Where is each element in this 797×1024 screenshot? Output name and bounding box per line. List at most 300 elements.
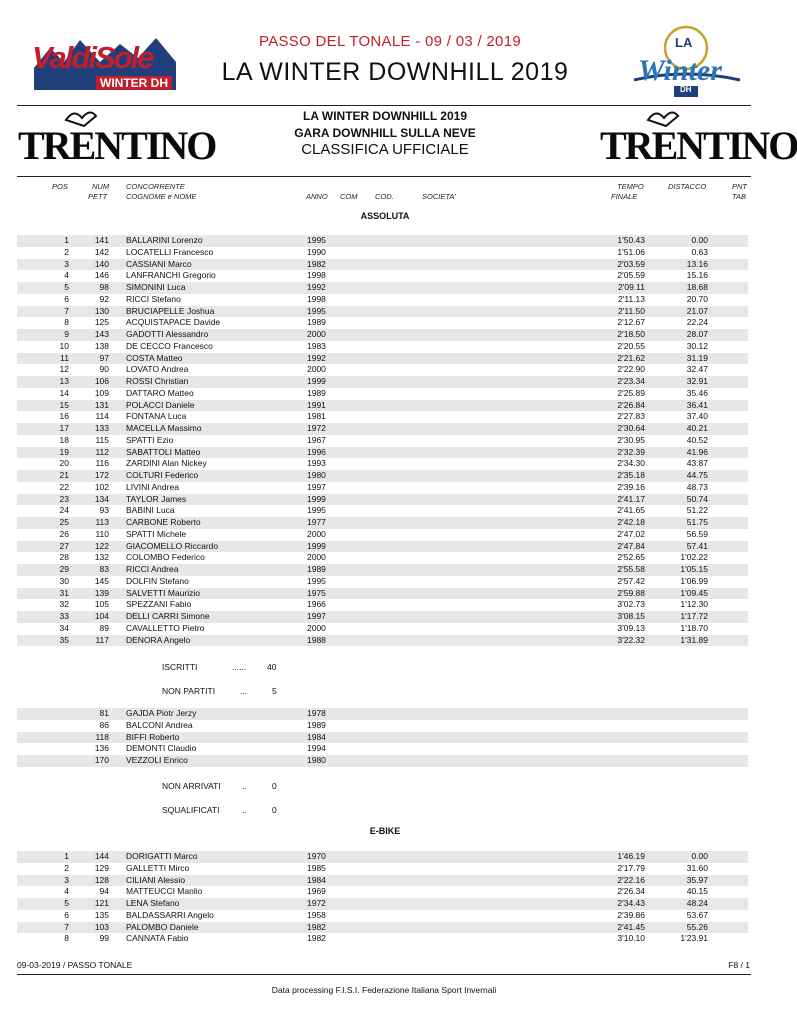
cell-name: LENA Stefano — [126, 898, 180, 908]
cell-distacco: 0.63 — [691, 246, 708, 257]
cell-time: 2'17.79 — [617, 862, 645, 873]
cell-num: 170 — [94, 755, 109, 765]
cell-distacco: 1'02.22 — [680, 552, 708, 563]
cell-distacco: 22.24 — [686, 317, 708, 328]
cell-pos: 4 — [64, 270, 69, 281]
cell-distacco: 43.87 — [686, 458, 708, 469]
results-ebike — [17, 851, 748, 945]
table-row — [17, 552, 748, 564]
cell-distacco: 51.75 — [686, 517, 708, 527]
cell-distacco: 1'12.30 — [680, 599, 708, 610]
cell-num: 131 — [94, 399, 109, 410]
cell-name: FONTANA Luca — [126, 411, 187, 422]
cell-num: 141 — [94, 235, 109, 245]
race-line3: CLASSIFICA UFFICIALE — [301, 141, 469, 158]
nonpartiti-value: 5 — [272, 686, 277, 696]
cell-time: 3'22.32 — [617, 634, 645, 645]
table-row — [17, 294, 748, 306]
cell-time: 2'26.84 — [617, 399, 645, 410]
cell-distacco: 18.68 — [686, 282, 708, 292]
cell-time: 2'22.90 — [617, 364, 645, 375]
list-non-partiti — [17, 708, 748, 767]
footer-divider — [17, 974, 751, 975]
logo-right-top: LA — [675, 35, 693, 50]
cell-pos: 35 — [59, 634, 69, 645]
col-finale: FINALE — [611, 192, 638, 201]
cell-num: 146 — [94, 270, 109, 281]
squalificati-value: 0 — [272, 805, 277, 815]
cell-name: DORIGATTI Marco — [126, 851, 198, 861]
table-row — [17, 388, 748, 400]
cell-name: BALDASSARRI Angelo — [126, 909, 214, 920]
cell-num: 90 — [99, 364, 109, 375]
cell-pos: 8 — [64, 933, 69, 944]
cell-distacco: 40.15 — [686, 886, 708, 897]
cell-name: DELLI CARRI Simone — [126, 611, 210, 621]
squalificati-label: SQUALIFICATI — [162, 805, 220, 815]
col-concorrente: CONCORRENTE — [126, 182, 185, 191]
cell-distacco: 20.70 — [686, 293, 708, 304]
cell-name: ROSSI Christian — [126, 376, 189, 386]
list-item — [17, 755, 748, 767]
cell-distacco: 57.41 — [686, 540, 708, 551]
table-row — [17, 863, 748, 875]
cell-anno: 1998 — [307, 270, 326, 281]
cell-anno: 2000 — [307, 552, 326, 563]
col-pett: PETT — [88, 192, 108, 201]
trentino-text-left: TRENTINO — [18, 123, 216, 168]
cell-pos: 9 — [64, 329, 69, 339]
table-row — [17, 400, 748, 412]
iscritti-value: 40 — [267, 662, 277, 672]
cell-anno: 2000 — [307, 329, 326, 339]
col-anno: ANNO — [306, 192, 328, 201]
cell-num: 117 — [95, 634, 109, 645]
cell-name: SALVETTI Maurizio — [126, 587, 201, 598]
cell-pos: 6 — [64, 293, 69, 304]
col-tab: TAB — [732, 192, 747, 201]
cell-anno: 1996 — [307, 446, 326, 457]
cell-anno: 1994 — [307, 743, 326, 754]
cell-pos: 8 — [64, 317, 69, 328]
cell-num: 97 — [99, 352, 109, 363]
cell-time: 2'11.50 — [618, 305, 645, 316]
cell-anno: 1999 — [307, 376, 326, 386]
cell-time: 2'39.16 — [617, 481, 645, 492]
cell-distacco: 32.91 — [686, 376, 708, 386]
cell-time: 3'10.10 — [617, 933, 645, 944]
cell-anno: 1975 — [307, 587, 326, 598]
cell-anno: 1989 — [307, 719, 326, 730]
cell-pos: 23 — [59, 493, 69, 504]
cell-pos: 7 — [64, 305, 69, 316]
cell-time: 2'57.42 — [617, 575, 645, 586]
cell-anno: 1992 — [307, 282, 326, 292]
cell-num: 135 — [94, 909, 109, 920]
table-row — [17, 353, 748, 365]
cell-num: 109 — [94, 387, 109, 398]
col-societa: SOCIETA' — [422, 192, 456, 201]
cell-pos: 2 — [64, 862, 69, 873]
cell-time: 2'18.50 — [617, 329, 645, 339]
cell-num: 125 — [94, 317, 109, 328]
cell-time: 2'30.64 — [617, 423, 645, 433]
cell-time: 2'47.02 — [617, 528, 645, 539]
table-row — [17, 247, 748, 259]
cell-pos: 33 — [59, 611, 69, 621]
cell-anno: 1984 — [307, 874, 326, 885]
cell-name: CANNATA Fabio — [126, 933, 189, 944]
cell-num: 105 — [94, 599, 109, 610]
cell-time: 2'34.43 — [617, 898, 645, 908]
cell-num: 94 — [99, 886, 109, 897]
cell-pos: 11 — [60, 352, 69, 363]
cell-distacco: 35.97 — [686, 874, 708, 885]
cell-name: DEMONTI Claudio — [126, 743, 197, 754]
cell-name: CILIANI Alessio — [126, 874, 186, 885]
cell-num: 138 — [94, 340, 109, 351]
race-line1: LA WINTER DOWNHILL 2019 — [302, 109, 467, 123]
cell-anno: 1988 — [307, 634, 326, 645]
cell-pos: 6 — [64, 909, 69, 920]
cell-time: 2'41.45 — [617, 921, 645, 932]
table-row — [17, 447, 748, 459]
table-row — [17, 329, 748, 341]
cell-anno: 1990 — [307, 246, 326, 257]
cell-name: COSTA Matteo — [126, 352, 183, 363]
cell-time: 2'41.65 — [617, 505, 645, 516]
cell-anno: 2000 — [307, 364, 326, 375]
cell-pos: 20 — [59, 458, 69, 469]
cell-num: 98 — [99, 282, 109, 292]
col-num: NUM — [92, 182, 110, 191]
cell-distacco: 40.21 — [686, 423, 708, 433]
cell-distacco: 28.07 — [686, 329, 708, 339]
cell-name: CARBONE Roberto — [126, 517, 201, 527]
cell-pos: 12 — [59, 364, 69, 375]
cell-num: 140 — [94, 258, 109, 269]
cell-distacco: 1'31.89 — [680, 634, 708, 645]
cell-num: 113 — [95, 517, 109, 527]
table-row — [17, 505, 748, 517]
list-item — [17, 743, 748, 755]
cell-pos: 3 — [64, 258, 69, 269]
cell-pos: 29 — [59, 564, 69, 574]
cell-name: LOVATO Andrea — [126, 364, 189, 375]
cell-distacco: 32.47 — [686, 364, 708, 375]
cell-name: CAVALLETTO Pietro — [126, 622, 205, 633]
cell-distacco: 1'05.15 — [680, 564, 708, 574]
cell-anno: 1982 — [307, 921, 326, 932]
cell-anno: 1992 — [307, 352, 326, 363]
table-row — [17, 886, 748, 898]
cell-time: 1'46.19 — [617, 851, 645, 861]
cell-num: 132 — [94, 552, 109, 563]
cell-distacco: 21.07 — [686, 305, 708, 316]
logo-left-sub: WINTER DH — [96, 76, 172, 90]
cell-name: CASSIANI Marco — [126, 258, 192, 269]
table-row — [17, 435, 748, 447]
cell-num: 99 — [99, 933, 109, 944]
iscritti-label: ISCRITTI — [162, 662, 198, 672]
table-row — [17, 423, 748, 435]
cell-pos: 5 — [64, 898, 69, 908]
cell-anno: 1989 — [307, 317, 326, 328]
cell-time: 3'09.13 — [617, 622, 645, 633]
table-row — [17, 851, 748, 863]
cell-name: SPATTI Ezio — [126, 434, 174, 445]
nonpartiti-dots: ... — [240, 686, 248, 696]
cell-name: BIFFI Roberto — [126, 731, 180, 742]
cell-pos: 4 — [64, 886, 69, 897]
trentino-logo-left — [18, 108, 216, 174]
cell-time: 2'22.16 — [617, 874, 645, 885]
cell-anno: 1981 — [307, 411, 326, 422]
cell-anno: 1995 — [307, 305, 326, 316]
cell-name: RICCI Stefano — [126, 293, 181, 304]
cell-name: DATTARO Matteo — [126, 387, 194, 398]
cell-anno: 1999 — [307, 540, 326, 551]
cell-pos: 18 — [59, 434, 69, 445]
cell-name: GAJDA Piotr Jerzy — [126, 708, 197, 718]
table-row — [17, 317, 748, 329]
cell-distacco: 44.75 — [686, 470, 708, 480]
cell-num: 104 — [94, 611, 109, 621]
cell-pos: 13 — [59, 376, 69, 386]
logo-right-text: Winter — [638, 54, 722, 87]
table-row — [17, 541, 748, 553]
cell-distacco: 0.00 — [691, 851, 708, 861]
squalificati-dots: .. — [242, 805, 247, 815]
cell-time: 2'25.89 — [617, 387, 645, 398]
table-row — [17, 235, 748, 247]
cell-pos: 1 — [64, 235, 69, 245]
cell-anno: 2000 — [307, 622, 326, 633]
cell-distacco: 1'06.99 — [680, 575, 708, 586]
table-row — [17, 458, 748, 470]
cell-time: 2'34.30 — [617, 458, 645, 469]
cell-anno: 1972 — [307, 423, 326, 433]
cell-num: 144 — [94, 851, 109, 861]
table-row — [17, 376, 748, 388]
cell-anno: 2000 — [307, 528, 326, 539]
cell-anno: 1982 — [307, 933, 326, 944]
table-row — [17, 529, 748, 541]
cell-name: BRUCIAPELLE Joshua — [126, 305, 215, 316]
cell-time: 2'47.84 — [617, 540, 645, 551]
cell-time: 2'42.18 — [617, 517, 645, 527]
cell-distacco: 53.67 — [686, 909, 708, 920]
cell-anno: 1997 — [307, 481, 326, 492]
cell-distacco: 48.73 — [686, 481, 708, 492]
cell-name: GALLETTI Mirco — [126, 862, 190, 873]
footer-left: 09-03-2019 / PASSO TONALE — [17, 960, 133, 970]
cell-name: COLTURI Federico — [126, 470, 199, 480]
cell-num: 115 — [95, 434, 109, 445]
cell-num: 122 — [94, 540, 109, 551]
cell-name: DENORA Angelo — [126, 634, 191, 645]
col-cognome-nome: COGNOME e NOME — [126, 192, 197, 201]
cell-distacco: 1'17.72 — [680, 611, 708, 621]
cell-distacco: 35.46 — [686, 387, 708, 398]
cell-time: 2'26.34 — [617, 886, 645, 897]
cell-pos: 34 — [59, 622, 69, 633]
table-row — [17, 494, 748, 506]
cell-anno: 1984 — [307, 731, 326, 742]
cell-num: 136 — [94, 743, 109, 754]
cell-pos: 17 — [59, 423, 69, 433]
cell-pos: 10 — [59, 340, 69, 351]
cell-time: 3'08.15 — [617, 611, 645, 621]
event-subtitle: PASSO DEL TONALE - 09 / 03 / 2019 — [259, 33, 521, 50]
cell-time: 2'41.17 — [617, 493, 645, 504]
cell-pos: 27 — [59, 540, 69, 551]
cell-name: MATTEUCCI Manlio — [126, 886, 203, 897]
cell-num: 102 — [94, 481, 109, 492]
cell-anno: 1989 — [307, 387, 326, 398]
cell-anno: 1980 — [307, 755, 326, 765]
cell-anno: 1958 — [307, 909, 326, 920]
cell-distacco: 13.16 — [686, 258, 708, 269]
cell-pos: 14 — [59, 387, 69, 398]
cell-time: 2'59.88 — [617, 587, 645, 598]
cell-name: TAYLOR James — [126, 493, 187, 504]
list-item — [17, 720, 748, 732]
cell-name: DOLFIN Stefano — [126, 575, 189, 586]
cell-num: 106 — [94, 376, 109, 386]
cell-pos: 31 — [59, 587, 69, 598]
table-row — [17, 933, 748, 945]
lawinter-logo — [628, 20, 746, 100]
trentino-logo-right — [600, 108, 797, 174]
cell-name: GIACOMELLO Riccardo — [126, 540, 219, 551]
cell-num: 81 — [99, 708, 109, 718]
section-assoluta: ASSOLUTA — [360, 211, 410, 221]
cell-num: 103 — [94, 921, 109, 932]
cell-name: PALOMBO Daniele — [126, 921, 199, 932]
cell-num: 118 — [95, 731, 109, 742]
cell-num: 86 — [99, 719, 109, 730]
table-row — [17, 875, 748, 887]
cell-time: 2'30.95 — [617, 434, 645, 445]
cell-anno: 1982 — [307, 258, 326, 269]
cell-distacco: 31.60 — [686, 862, 708, 873]
cell-num: 89 — [99, 622, 109, 633]
cell-distacco: 1'09.45 — [680, 587, 708, 598]
cell-anno: 1997 — [307, 611, 326, 621]
list-item — [17, 732, 748, 744]
cell-pos: 3 — [64, 874, 69, 885]
cell-name: BALLARINI Lorenzo — [126, 235, 203, 245]
cell-num: 116 — [95, 458, 109, 469]
table-row — [17, 470, 748, 482]
table-row — [17, 611, 748, 623]
cell-num: 83 — [99, 564, 109, 574]
cell-num: 121 — [94, 898, 109, 908]
cell-num: 93 — [99, 505, 109, 516]
cell-distacco: 50.74 — [686, 493, 708, 504]
cell-num: 172 — [94, 470, 109, 480]
cell-pos: 1 — [64, 851, 69, 861]
cell-anno: 1999 — [307, 493, 326, 504]
cell-num: 114 — [95, 411, 109, 422]
cell-anno: 1995 — [307, 235, 326, 245]
cell-time: 1'50.43 — [617, 235, 645, 245]
cell-name: MACELLA Massimo — [126, 423, 202, 433]
cell-distacco: 56.59 — [686, 528, 708, 539]
section-ebike: E-BIKE — [369, 826, 401, 836]
cell-anno: 1980 — [307, 470, 326, 480]
cell-distacco: 15.16 — [686, 270, 708, 281]
cell-distacco: 41.96 — [686, 446, 708, 457]
cell-name: POLACCI Daniele — [126, 399, 195, 410]
table-row — [17, 635, 748, 647]
race-line2: GARA DOWNHILL SULLA NEVE — [294, 126, 476, 140]
cell-distacco: 51.22 — [686, 505, 708, 516]
cell-num: 143 — [94, 329, 109, 339]
table-row — [17, 576, 748, 588]
cell-time: 2'27.83 — [617, 411, 645, 422]
cell-num: 92 — [99, 293, 109, 304]
cell-anno: 1995 — [307, 575, 326, 586]
cell-num: 130 — [94, 305, 109, 316]
table-row — [17, 910, 748, 922]
cell-pos: 2 — [64, 246, 69, 257]
cell-num: 134 — [94, 493, 109, 504]
logo-left-text: ValdiSole — [32, 40, 153, 75]
cell-pos: 32 — [59, 599, 69, 610]
cell-name: COLOMBO Federico — [126, 552, 205, 563]
cell-num: 133 — [94, 423, 109, 433]
cell-distacco: 55.26 — [686, 921, 708, 932]
cell-pos: 28 — [59, 552, 69, 563]
cell-name: LIVINI Andrea — [126, 481, 179, 492]
results-assoluta — [17, 235, 748, 646]
cell-num: 145 — [94, 575, 109, 586]
cell-name: SIMONINI Luca — [126, 282, 186, 292]
cell-name: ACQUISTAPACE Davide — [126, 317, 221, 328]
table-row — [17, 599, 748, 611]
col-pnt: PNT — [732, 182, 747, 191]
cell-pos: 16 — [59, 411, 69, 422]
cell-time: 2'32.39 — [617, 446, 645, 457]
cell-num: 142 — [94, 246, 109, 257]
cell-name: SABATTOLI Matteo — [126, 446, 201, 457]
col-cod: COD. — [375, 192, 394, 201]
cell-name: BALCONI Andrea — [126, 719, 193, 730]
cell-time: 2'09.11 — [618, 282, 645, 292]
table-row — [17, 588, 748, 600]
cell-distacco: 37.40 — [686, 411, 708, 422]
cell-distacco: 1'23.91 — [680, 933, 708, 944]
nonarrivati-value: 0 — [272, 781, 277, 791]
cell-num: 112 — [95, 446, 109, 457]
cell-distacco: 1'18.70 — [680, 622, 708, 633]
cell-num: 129 — [94, 862, 109, 873]
cell-pos: 15 — [59, 399, 69, 410]
cell-num: 110 — [95, 528, 109, 539]
logo-right-sub: DH — [680, 85, 692, 94]
cell-anno: 1989 — [307, 564, 326, 574]
cell-name: SPATTI Michele — [126, 528, 187, 539]
col-pos: POS — [52, 182, 68, 191]
col-tempo: TEMPO — [617, 182, 644, 191]
list-item — [17, 708, 748, 720]
cell-distacco: 0.00 — [691, 235, 708, 245]
cell-anno: 1991 — [307, 399, 326, 410]
cell-pos: 5 — [64, 282, 69, 292]
table-row — [17, 898, 748, 910]
